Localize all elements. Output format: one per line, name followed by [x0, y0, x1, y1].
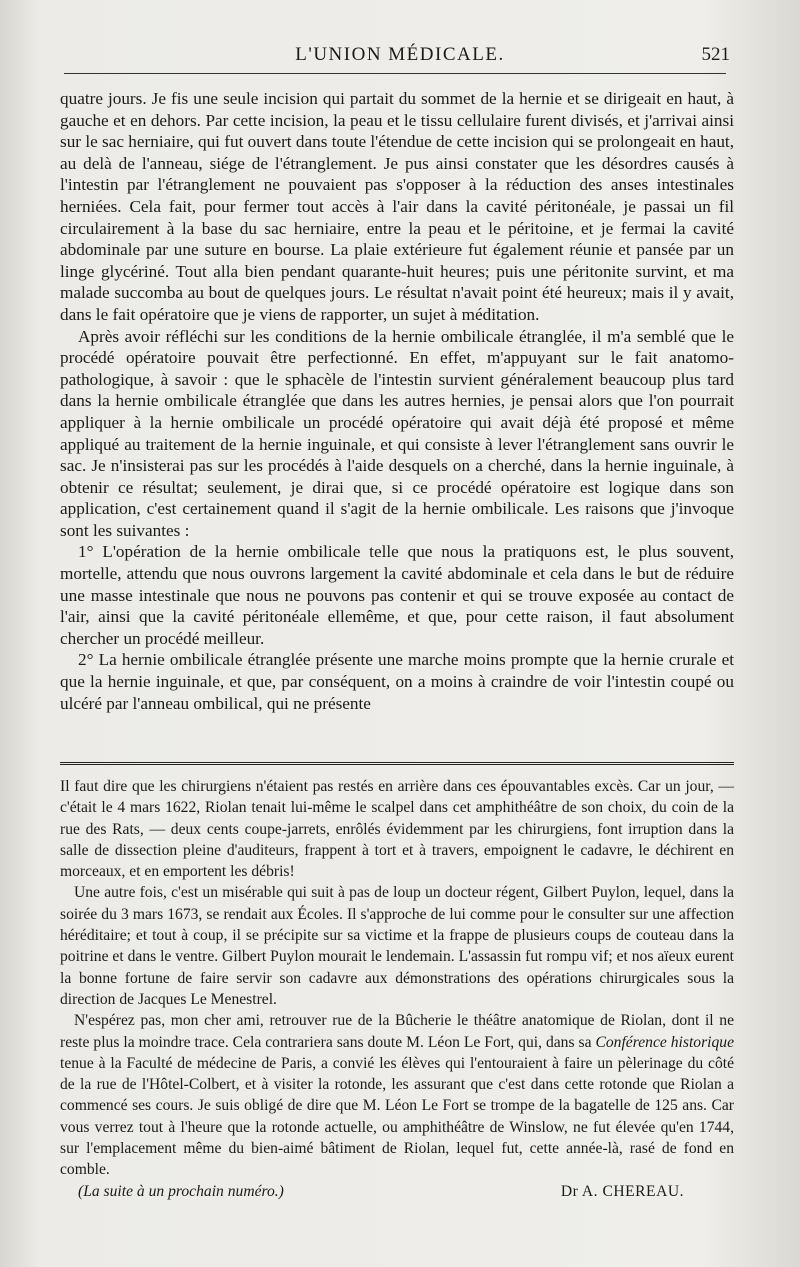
paragraph-3: 1° L'opération de la hernie ombilicale telle que nous la pratiquons est, le plus souvent, mortelle, attendu que nous ouvrons largement la cavité abdominale et cela dans le but de réduire une masse intestinale que nous ne pouvons pas contenir et qui se trouve exposée au contact de l'air, ainsi que la cavité péritonéale ellemême, et que, pour cette raison, il faut absolument chercher un procédé meilleur.: [60, 542, 734, 648]
note-paragraph-1: Il faut dire que les chirurgiens n'étaient pas restés en arrière dans ces épouvantables excès. Car un jour, — c'était le 4 mars 1622, Riolan tenait lui-même le scalpel dans cet amphithéâtre de son choix, du coin de la rue des Rats, — deux cents coupe-jarrets, enrôlés évidemment par les chirurgiens, font irruption dans la salle de dissection pleine d'auditeurs, frappent à tort et à travers, empoignent le cadavre, le déchirent en morceaux, et en emportent les débris!: [60, 778, 734, 881]
running-head: [60, 40, 740, 70]
continuation-note: (La suite à un prochain numéro.): [78, 1182, 284, 1200]
journal-title: L'UNION MÉDICALE.: [295, 44, 505, 65]
note-paragraph-3-end: tenue à la Faculté de médecine de Paris, a convié les élèves qui l'entouraient à faire un pèlerinage du côté de la rue de l'Hôtel-Colbert, et à visiter la rotonde, les assurant que c'est dans cette rotonde que Riolan a commencé ses cours. Je suis obligé de dire que M. Léon Le Fort se trompe de la bagatelle de 125 ans. Car vous verrez tout à l'heure que la rotonde actuelle, ou amphithéâtre de Winslow, ne fut élevée qu'en 1744, sur l'emplacement même du bien-aimé bâtiment de Riolan, lequel fut, cette année-là, rasé de fond en comble.: [60, 1054, 734, 1179]
paragraph-1: quatre jours. Je fis une seule incision qui partait du sommet de la hernie et se dirigeait en haut, à gauche et en dehors. Par cette incision, la peau et le tissu cellulaire furent divisés, et j'arrivai ainsi sur le sac herniaire, qui fut ouvert dans toute l'étendue de cette incision qui se prolongeait en haut, au delà de l'anneau, siége de l'étranglement. Je pus ainsi constater que les désordres causés à l'intestin par l'étranglement ne pouvaient pas s'opposer à la réduction des anses intestinales herniées. Cela fait, pour fermer tout accès à l'air dans la cavité péritonéale, je passai un fil circulairement à la base du sac herniaire, entre la peau et le péritoine, et je fermai la cavité abdominale par une suture en bourse. La plaie extérieure fut également réunie et pansée par un linge glycériné. Tout alla bien pendant quarante-huit heures; puis une péritonite survint, et ma malade succomba au bout de quelques jours. Le résultat n'avait point été heureux; mais il y avait, dans le fait opératoire que je viens de rapporter, un sujet à méditation.: [60, 89, 734, 324]
main-text: [60, 88, 734, 714]
footnote-separator: [60, 762, 734, 765]
note-paragraph-3-start: N'espérez pas, mon cher ami, retrouver rue de la Bûcherie le théâtre anatomique de Riolan, dont il ne reste plus la moindre trace. Cela contrariera sans doute M. Léon Le Fort, qui, dans sa: [60, 1012, 734, 1051]
header-rule: [64, 73, 726, 74]
note-paragraph-2: Une autre fois, c'est un misérable qui suit à pas de loup un docteur régent, Gilbert Puylon, lequel, dans la soirée du 3 mars 1673, se rendait aux Écoles. Il s'approche de lui comme pour le consulter sur une affection héréditaire; et tout à coup, il se précipite sur sa victime et la frappe de plusieurs coups de couteau dans la poitrine et dans le ventre. Gilbert Puylon mourait le lendemain. L'assassin fut rompu vif; et nos aïeux eurent la bonne fortune de faire servir son cadavre aux démonstrations des opérations chirurgicales sous la direction de Jacques Le Menestrel.: [60, 884, 734, 1008]
signature-line: [60, 1181, 734, 1205]
paragraph-2: Après avoir réfléchi sur les conditions de la hernie ombilicale étranglée, il m'a semblé que le procédé opératoire pouvait être perfectionné. En effet, m'appuyant sur le fait anatomo-pathologique, à savoir : que le sphacèle de l'intestin survient généralement beaucoup plus tard dans la hernie ombilicale étranglée que dans les autres hernies, je pensai alors que l'on pourrait appliquer à la hernie ombilicale un procédé opératoire qui avait déjà été proposé et même appliqué au traitement de la hernie inguinale, et qui consiste à lever l'étranglement sans ouvrir le sac. Je n'insisterai pas sur les procédés à l'aide desquels on a cherché, dans la hernie inguinale, à obtenir ce résultat; seulement, je dirai que, si ce procédé opératoire est logique dans son application, c'est certainement quand il s'agit de la hernie ombilicale. Les raisons que j'invoque sont les suivantes :: [60, 326, 734, 540]
conference-title: Conférence historique: [595, 1033, 734, 1051]
paragraph-4: 2° La hernie ombilicale étranglée présente une marche moins prompte que la hernie crurale et que la hernie inguinale, et que, par conséquent, on a moins à craindre de voir l'intestin coupé ou ulcéré par l'anneau ombilical, qui ne présente: [60, 650, 734, 713]
feuilleton-text: [60, 776, 734, 1205]
note-paragraph-3: [60, 1010, 734, 1180]
page-number: 521: [701, 44, 730, 65]
author-signature: Dr A. CHEREAU.: [560, 1182, 684, 1200]
